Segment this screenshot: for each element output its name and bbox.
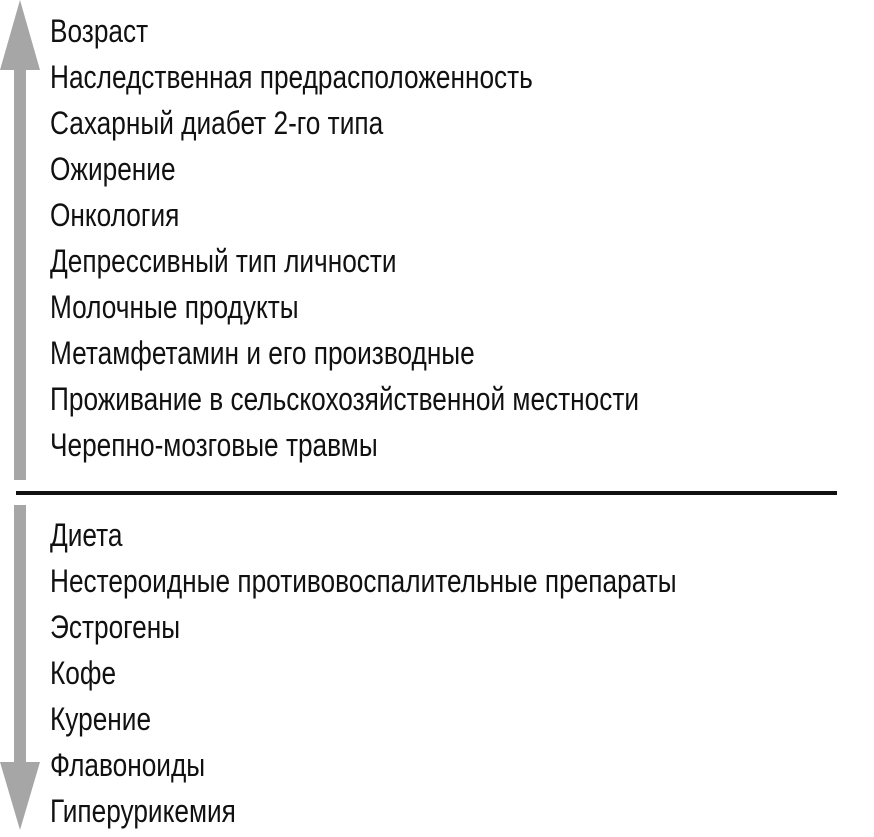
- factor-item: Нестероидные противовоспалительные препараты: [50, 563, 677, 599]
- factor-item: Флавоноиды: [50, 747, 206, 783]
- up-arrow-head: [0, 0, 40, 70]
- down-arrow-head: [0, 762, 40, 830]
- risk-increasing-factor-list: [50, 8, 768, 468]
- factor-item: Курение: [50, 701, 152, 737]
- down-arrow-shaft: [14, 505, 26, 775]
- factor-item: Проживание в сельскохозяйственной местности: [50, 381, 640, 417]
- up-arrow-shaft: [14, 60, 26, 480]
- divider-line: [16, 491, 837, 495]
- factor-item: Молочные продукты: [50, 289, 299, 325]
- factor-item: Возраст: [50, 13, 149, 49]
- risk-decreasing-factor-list: [50, 512, 814, 834]
- factor-item: Черепно-мозговые травмы: [50, 427, 378, 463]
- factor-item: Эстрогены: [50, 609, 181, 645]
- factor-item: Депрессивный тип личности: [50, 243, 397, 279]
- factor-item: Наследственная предрасположенность: [50, 59, 533, 95]
- factor-item: Метамфетамин и его производные: [50, 335, 475, 371]
- arrows-graphic: [0, 0, 48, 837]
- up-arrow-icon: [0, 0, 40, 480]
- factor-item: Онкология: [50, 197, 180, 233]
- factor-item: Ожирение: [50, 151, 176, 187]
- factor-item: Кофе: [50, 655, 117, 691]
- factor-item: Гиперурикемия: [50, 793, 236, 829]
- factor-item: Сахарный диабет 2-го типа: [50, 105, 384, 141]
- down-arrow-icon: [0, 505, 40, 830]
- factor-item: Диета: [50, 517, 123, 553]
